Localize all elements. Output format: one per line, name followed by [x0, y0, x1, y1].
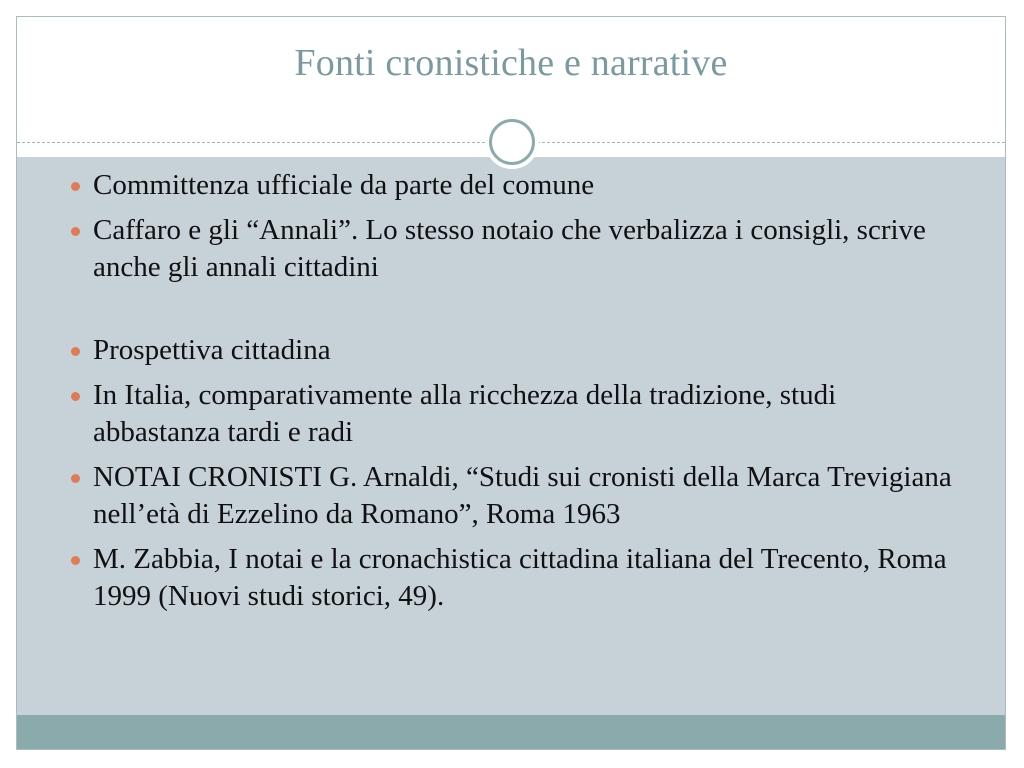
- bullet-text: Prospettiva cittadina: [93, 334, 331, 366]
- bullet-text: M. Zabbia, I notai e la cronachistica cittadina italiana del Trecento, Roma 1999 (Nuovi studi storici, 49).: [93, 543, 947, 612]
- bullet-item: [71, 167, 961, 204]
- slide: [16, 16, 1006, 750]
- bullet-dot-icon: [71, 227, 80, 236]
- bullet-item: [71, 377, 961, 451]
- bullet-item: [71, 459, 961, 533]
- slide-title: Fonti cronistiche e narrative: [294, 42, 728, 84]
- footer-bar: [17, 715, 1005, 749]
- bullet-text: Committenza ufficiale da parte del comune: [93, 169, 595, 201]
- bullet-list: [71, 167, 961, 623]
- bullet-item: [71, 541, 961, 615]
- circle-ornament-icon: [485, 115, 539, 169]
- bullet-item: [71, 332, 961, 369]
- bullet-text: NOTAI CRONISTI G. Arnaldi, “Studi sui cronisti della Marca Trevigiana nell’età di Ezzelino da Romano”, Roma 1963: [93, 461, 952, 530]
- bullet-item: [71, 212, 961, 286]
- bullet-dot-icon: [71, 474, 80, 483]
- bullet-dot-icon: [71, 347, 80, 356]
- bullet-dot-icon: [71, 392, 80, 401]
- bullet-text: In Italia, comparativamente alla ricchezza della tradizione, studi abbastanza tardi e radi: [93, 379, 837, 448]
- bullet-text: Caffaro e gli “Annali”. Lo stesso notaio che verbalizza i consigli, scrive anche gli annali cittadini: [93, 214, 926, 283]
- ring-icon: [489, 119, 535, 165]
- bullet-dot-icon: [71, 182, 80, 191]
- bullet-dot-icon: [71, 556, 80, 565]
